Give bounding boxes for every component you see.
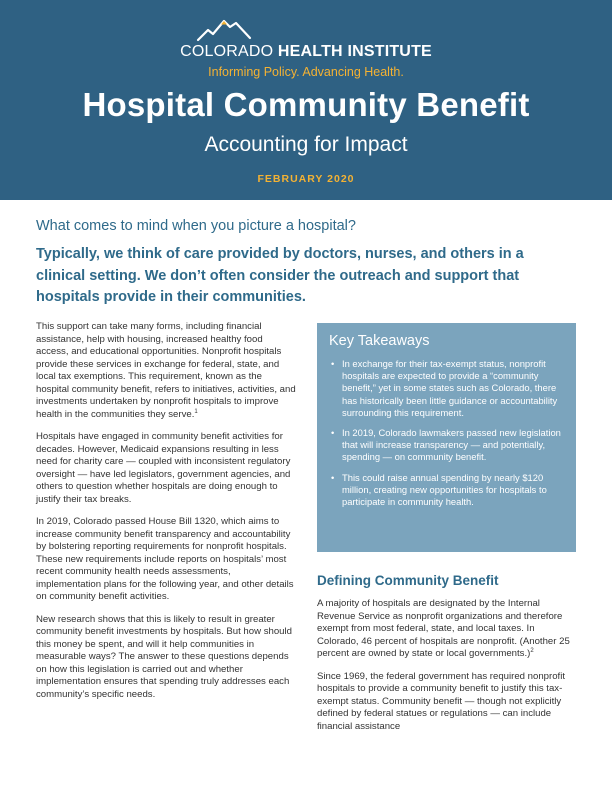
bullet-icon: • [331,427,335,439]
list-item: • In exchange for their tax-exempt status, nonprofit hospitals are expected to provide a “community benefit,” yet in some states such as Colorado, there has historically been little guidance or accountability surrounding this requirement. [331,358,558,418]
org-name: COLORADO HEALTH INSTITUTE [180,43,432,60]
page-subtitle: Accounting for Impact [204,133,408,156]
publication-date: FEBRUARY 2020 [257,173,355,185]
bullet-icon: • [331,471,335,483]
section-heading: Defining Community Benefit [317,573,499,588]
paragraph: New research shows that this is likely to result in greater community benefit investments by hospitals. But how should this money be spent, and will it help communities in measurable ways? The answer to these questions depends on how this legislation is carried out and whether implementation ensures that spending truly addresses each community’s specific needs. [36,613,292,700]
key-takeaways-box [317,323,576,552]
mountain-logo-icon [196,16,252,42]
key-takeaways-heading: Key Takeaways [329,333,430,349]
key-takeaways-list [329,358,567,516]
page-title: Hospital Community Benefit [82,86,530,123]
intro-statement: Typically, we think of care provided by doctors, nurses, and others in a clinical setting. We don’t often consider the outreach and support that hospitals provide in their communities. [36,246,524,305]
paragraph: Since 1969, the federal government has required nonprofit hospitals to provide a community benefit to justify this tax-exempt status. Community benefit — though not explicitly defined by federal statues or regulations — can include financial assistance [317,670,565,732]
paragraph: A majority of hospitals are designated by the Internal Revenue Service as nonprofit organizations and therefore exempt from most federal, state, and local taxes. In Colorado, 46 percent of hospitals are nonprofit. (Another 25 percent are owned by state or local governments.)$^2$ [317,598,570,659]
paragraph: Hospitals have engaged in community benefit activities for decades. However, Medicaid expansions resulting in less need for charity care — coupled with inconsistent regulatory oversight — have led legislators, government agencies, and others to question whether hospitals are doing enough to justify their tax breaks. [36,431,291,505]
left-column [36,321,296,711]
paragraph: In 2019, Colorado passed House Bill 1320, which aims to increase community benefit transparency and accountability by bolstering reporting requirements for nonprofit hospitals. These new requirements include reports on hospitals’ most recent community health needs assessments, implementation plans for the following year, and other details on community benefit activities. [36,516,294,602]
paragraph: This support can take many forms, including financial assistance, help with housing, increased healthy food access, and educational opportunities. Nonprofit hospitals provide these services in exchange for federal, state, and local tax exemptions. This requirement, known as the hospital community benefit, refers to initiatives, activities, and investments undertaken by nonprofit hospitals to improve health in the communities they serve.$^1$ [36,321,296,420]
intro-question: What comes to mind when you picture a hospital? [36,218,356,234]
org-tagline: Informing Policy. Advancing Health. [208,65,404,79]
header-banner [0,0,612,200]
list-item: • This could raise annual spending by nearly $120 million, creating new opportunities for hospitals to participate in community health. [331,471,547,508]
list-item: • In 2019, Colorado lawmakers passed new legislation that will increase transparency — and potentially, spending — on community benefit. [331,427,561,463]
bullet-icon: • [331,358,335,369]
right-column [317,598,576,743]
